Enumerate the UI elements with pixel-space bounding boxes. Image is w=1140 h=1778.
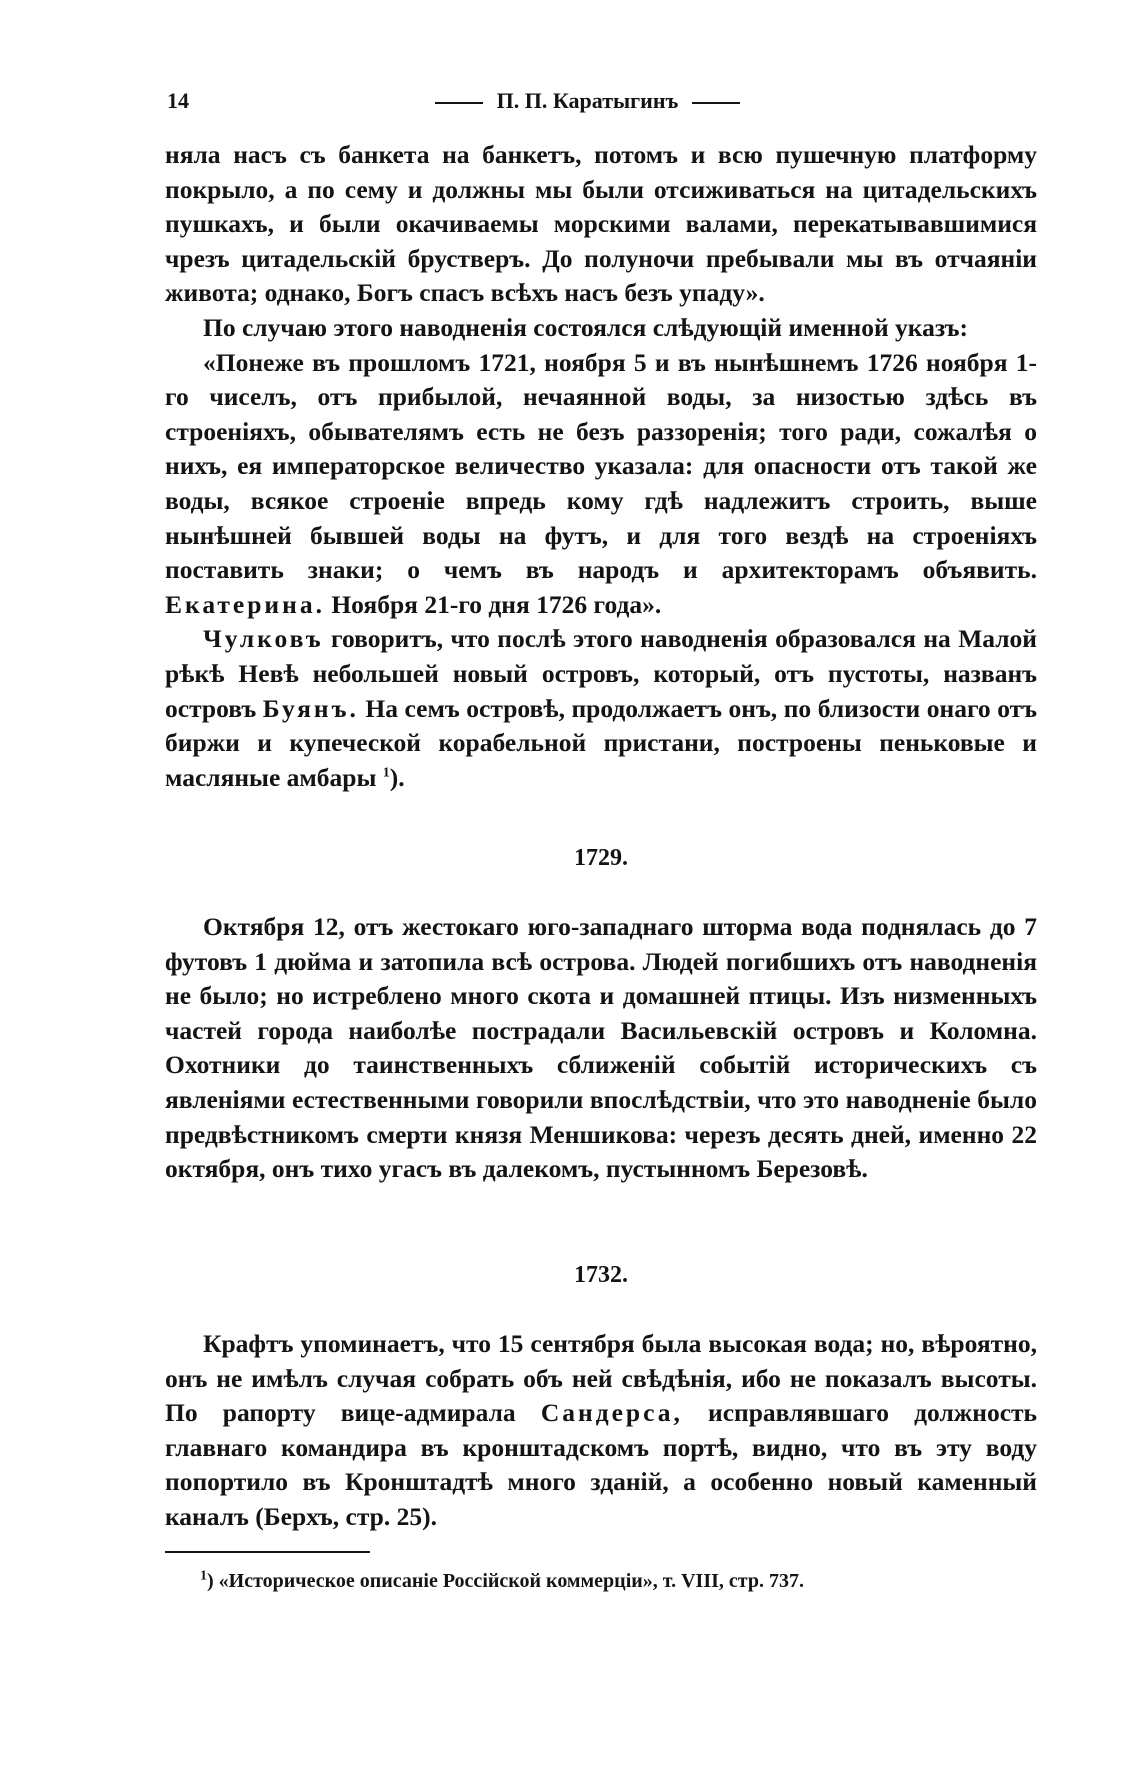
kraft-text-1: Крафтъ упоминаетъ, что 15 сентября была высокая вода; но, вѣроятно, онъ не имѣлъ случая собрать объ ней свѣдѣнія, ибо не показалъ высоты. По рапорту вице-адмирала bbox=[165, 1329, 1037, 1428]
paragraph-continued: няла насъ съ банкета на банкетъ, потомъ и всю пушечную платформу покрыло, а по сему и должны мы были отсиживаться на цитадельскихъ пушкахъ, и были окачиваемы морскими валами, перекатывавшимися чрезъ цитадельскій брустверъ. До полуночи пребывали мы въ отчаяніи живота; однако, Богъ спасъ всѣхъ насъ безъ упаду». bbox=[165, 140, 1037, 308]
running-head bbox=[165, 88, 1040, 114]
year-heading-1732: 1732. bbox=[574, 1262, 628, 1288]
section-3-text bbox=[165, 1327, 1037, 1535]
section-2-text bbox=[165, 910, 1037, 1187]
decree-date: Ноября 21-го дня 1726 года». bbox=[331, 589, 662, 619]
footnote-text: ) «Историческое описаніе Россійской коммерціи», т. VIII, стр. 737. bbox=[207, 1570, 804, 1592]
admiral-name: Сандерса, bbox=[540, 1398, 683, 1428]
paragraph-decree-intro: По случаю этого наводненія состоялся слѣдующій именной указъ: bbox=[203, 312, 968, 342]
decree-text: «Понеже въ прошломъ 1721, ноября 5 и въ нынѣшнемъ 1726 ноября 1-го чиселъ, отъ прибылой, нечаянной воды, за низостью здѣсь въ строеніяхъ, обывателямъ есть не безъ раззоренія; того ради, сожалѣя о нихъ, ея императорское величество указала: для опасности отъ такой же воды, всякое строеніе впредь кому гдѣ надлежитъ строить, выше нынѣшней бывшей воды на футъ, и для того вездѣ на строеніяхъ поставить знаки; о чемъ въ народъ и архитекторамъ объявить. bbox=[165, 347, 1037, 585]
chulkov-text-2: На семъ островѣ, продолжаетъ онъ, по близости онаго отъ биржи и купеческой корабельной пристани, построены пеньковые и масляные амбары bbox=[165, 693, 1038, 792]
section-1-text bbox=[165, 138, 1037, 795]
author-name-chulkov: Чулковъ bbox=[203, 624, 324, 654]
page-header bbox=[165, 88, 1040, 118]
year-heading-1729: 1729. bbox=[574, 845, 628, 871]
kraft-text-2: исправлявшаго должность главнаго командира въ кронштадскомъ портѣ, видно, что въ эту воду попортило въ Кронштадтѣ много зданій, а особенно новый каменный каналъ (Берхъ, стр. 25). bbox=[165, 1398, 1038, 1531]
footnote-divider bbox=[165, 1551, 370, 1553]
footnote-mark: 1 bbox=[200, 1568, 207, 1584]
header-dash-right bbox=[692, 102, 740, 104]
footnote-reference: 1 bbox=[382, 765, 390, 781]
paragraph-decree bbox=[165, 346, 1037, 623]
footnote bbox=[200, 1570, 1030, 1593]
island-name: Буянъ. bbox=[262, 693, 359, 723]
chulkov-end: ). bbox=[389, 762, 405, 792]
paragraph-1729: Октября 12, отъ жестокаго юго-западнаго шторма вода поднялась до 7 футовъ 1 дюйма и затопила всѣ острова. Людей погибшихъ отъ наводненія не было; но истреблено много скота и домашней птицы. Изъ низменныхъ частей города наиболѣе пострадали Васильевскій островъ и Коломна. Охотники до таинственныхъ сближеній событій историческихъ съ явленіями естественными говорили впослѣдствіи, что это наводненіе было предвѣстникомъ смерти князя Меншикова: черезъ десять дней, именно 22 октября, онъ тихо угасъ въ далекомъ, пустынномъ Березовѣ. bbox=[165, 912, 1037, 1184]
running-title: П. П. Каратыгинъ bbox=[496, 88, 679, 113]
page-number: 14 bbox=[167, 88, 189, 113]
decree-signature: Екатерина. bbox=[165, 589, 325, 619]
chulkov-text-1: говоритъ, что послѣ этого наводненія образовался на Малой рѣкѣ Невѣ небольшей новый островъ, который, отъ пустоты, названъ островъ bbox=[165, 624, 1038, 723]
header-dash-left bbox=[435, 102, 483, 104]
paragraph-chulkov bbox=[165, 622, 1037, 795]
paragraph-1732 bbox=[165, 1327, 1037, 1535]
